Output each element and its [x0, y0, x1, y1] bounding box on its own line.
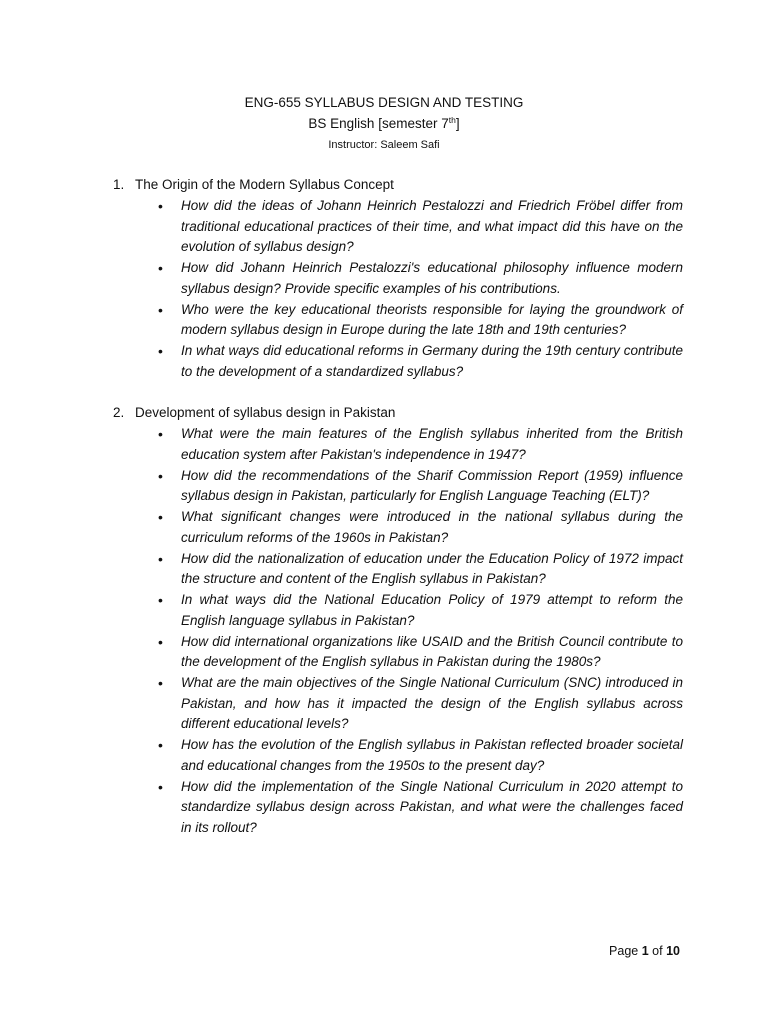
question-text: How did international organizations like USAID and the British Council contribute to the development of the English syllabus in Pakistan during the 1980s? [181, 633, 683, 669]
bullet-icon: • [158, 778, 163, 795]
program-line [0, 113, 768, 134]
instructor-line: Instructor: Saleem Safi [328, 139, 440, 151]
section-title: Development of syllabus design in Pakistan [135, 405, 396, 420]
section-number: 1. [113, 177, 125, 192]
section-heading [113, 175, 683, 195]
question-text: Who were the key educational theorists responsible for laying the groundwork of modern syllabus design in Europe during the late 18th and 19th centuries? [181, 301, 683, 337]
program-superscript: th [448, 115, 456, 125]
program-close: ] [455, 116, 460, 131]
section-pakistan-syllabus [113, 403, 683, 839]
question-text: What were the main features of the English syllabus inherited from the British education system after Pakistan's independence in 1947? [181, 426, 683, 462]
question-item [113, 196, 683, 258]
page-number-footer [580, 942, 680, 960]
question-list [113, 196, 683, 382]
question-item [113, 341, 683, 382]
question-item [113, 466, 683, 507]
bullet-icon: • [158, 550, 163, 567]
section-number: 2. [113, 405, 125, 420]
bullet-icon: • [158, 426, 163, 442]
total-pages-number: 10 [666, 944, 680, 958]
bullet-icon: • [158, 592, 163, 608]
question-item [113, 735, 683, 776]
question-text: How did the ideas of Johann Heinrich Pestalozzi and Friedrich Fröbel differ from traditional educational practices of their time, and what impact did this have on the evolution of syllabus design? [181, 198, 683, 254]
question-list [113, 424, 683, 838]
question-item [113, 424, 683, 465]
section-heading [113, 403, 683, 423]
question-text: What are the main objectives of the Single National Curriculum (SNC) introduced in Pakistan, and how has it impacted the design of the English syllabus across different educational levels? [181, 675, 683, 731]
question-item [113, 507, 683, 548]
question-text: In what ways did educational reforms in Germany during the 19th century contribute to the development of a standardized syllabus? [181, 343, 683, 379]
bullet-icon: • [158, 198, 163, 214]
question-item [113, 549, 683, 590]
of-word: of [652, 944, 663, 958]
bullet-icon: • [158, 343, 163, 359]
question-item [113, 673, 683, 735]
question-item [113, 777, 683, 839]
bullet-icon: • [158, 260, 163, 276]
document-header [0, 93, 768, 153]
question-item [113, 590, 683, 631]
bullet-icon: • [158, 737, 163, 753]
bullet-icon: • [158, 633, 163, 650]
question-text: How has the evolution of the English syllabus in Pakistan reflected broader societal and educational changes from the 1950s to the present day? [181, 737, 683, 773]
question-text: What significant changes were introduced in the national syllabus during the curriculum reforms of the 1960s in Pakistan? [181, 509, 683, 545]
section-title: The Origin of the Modern Syllabus Concept [135, 177, 394, 192]
current-page-number: 1 [641, 944, 649, 958]
question-text: How did Johann Heinrich Pestalozzi's educational philosophy influence modern syllabus design? Provide specific examples of his contributions. [181, 260, 683, 296]
question-item [113, 300, 683, 341]
page-word: Page [609, 944, 639, 958]
question-item [113, 632, 683, 673]
course-title: ENG-655 SYLLABUS DESIGN AND TESTING [244, 95, 524, 110]
bullet-icon: • [158, 675, 163, 691]
bullet-icon: • [158, 467, 163, 484]
question-text: How did the recommendations of the Sharif Commission Report (1959) influence syllabus design in Pakistan, particularly for English Language Teaching (ELT)? [181, 467, 683, 503]
bullet-icon: • [158, 301, 163, 318]
bullet-icon: • [158, 509, 163, 525]
program-text: BS English [semester 7 [308, 116, 449, 131]
section-origin-syllabus [113, 175, 683, 383]
question-item [113, 258, 683, 299]
question-text: How did the implementation of the Single National Curriculum in 2020 attempt to standardize syllabus design across Pakistan, and what were the challenges faced in its rollout? [181, 778, 683, 835]
question-text: In what ways did the National Education Policy of 1979 attempt to reform the English language syllabus in Pakistan? [181, 592, 683, 628]
question-text: How did the nationalization of education under the Education Policy of 1972 impact the structure and content of the English syllabus in Pakistan? [181, 550, 683, 586]
